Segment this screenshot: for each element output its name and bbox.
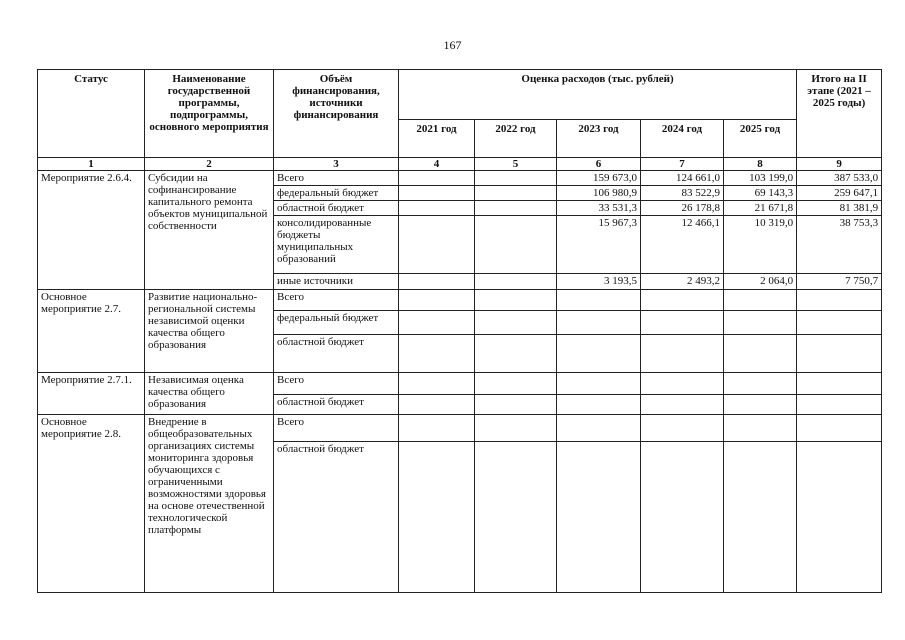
value-total <box>797 395 882 415</box>
value-2025 <box>724 373 797 395</box>
value-2025 <box>724 335 797 373</box>
value-total: 81 381,9 <box>797 201 882 216</box>
funding-source-cell: Всего <box>274 415 399 442</box>
column-number: 7 <box>641 158 724 171</box>
column-number: 3 <box>274 158 399 171</box>
value-2022 <box>475 395 557 415</box>
value-2022 <box>475 373 557 395</box>
value-2022 <box>475 290 557 311</box>
value-2022 <box>475 171 557 186</box>
value-2021 <box>399 186 475 201</box>
value-2022 <box>475 335 557 373</box>
value-2023: 106 980,9 <box>557 186 641 201</box>
value-2025: 103 199,0 <box>724 171 797 186</box>
value-2021 <box>399 373 475 395</box>
value-total <box>797 442 882 593</box>
header-year-2025: 2025 год <box>724 120 797 158</box>
program-name-cell: Внедрение в общеобразовательных организациях системы мониторинга здоровья обучающихся с ограниченными возможностями здоровья на основе отечественной технологической платформы <box>145 415 274 593</box>
value-total: 7 750,7 <box>797 274 882 290</box>
column-number: 6 <box>557 158 641 171</box>
value-2022 <box>475 311 557 335</box>
value-2025 <box>724 395 797 415</box>
value-2021 <box>399 171 475 186</box>
value-2025: 69 143,3 <box>724 186 797 201</box>
value-2021 <box>399 395 475 415</box>
value-2023: 15 967,3 <box>557 216 641 274</box>
value-2021 <box>399 311 475 335</box>
program-name-cell: Независимая оценка качества общего образования <box>145 373 274 415</box>
value-2025 <box>724 442 797 593</box>
funding-source-cell: областной бюджет <box>274 442 399 593</box>
funding-source-cell: областной бюджет <box>274 335 399 373</box>
funding-source-cell: консолидированные бюджеты муниципальных образований <box>274 216 399 274</box>
value-2024 <box>641 290 724 311</box>
header-total: Итого на II этапе (2021 – 2025 годы) <box>797 70 882 158</box>
value-2023 <box>557 290 641 311</box>
value-2025: 10 319,0 <box>724 216 797 274</box>
value-2025 <box>724 290 797 311</box>
value-2025 <box>724 311 797 335</box>
value-total: 259 647,1 <box>797 186 882 201</box>
value-total <box>797 335 882 373</box>
value-2021 <box>399 216 475 274</box>
funding-source-cell: Всего <box>274 290 399 311</box>
funding-source-cell: областной бюджет <box>274 395 399 415</box>
value-2024 <box>641 395 724 415</box>
value-2021 <box>399 274 475 290</box>
value-2025 <box>724 415 797 442</box>
value-2024 <box>641 415 724 442</box>
value-2022 <box>475 415 557 442</box>
header-status: Статус <box>38 70 145 158</box>
header-year-2023: 2023 год <box>557 120 641 158</box>
column-number: 8 <box>724 158 797 171</box>
table-row <box>38 171 882 186</box>
value-2021 <box>399 415 475 442</box>
value-2022 <box>475 186 557 201</box>
table-row <box>38 373 882 395</box>
value-2023 <box>557 442 641 593</box>
value-2021 <box>399 335 475 373</box>
budget-table <box>37 69 882 593</box>
value-2022 <box>475 442 557 593</box>
value-2023: 159 673,0 <box>557 171 641 186</box>
funding-source-cell: Всего <box>274 373 399 395</box>
program-name-cell: Субсидии на софинансирование капитального ремонта объектов муниципальной собственности <box>145 171 274 290</box>
value-2024: 26 178,8 <box>641 201 724 216</box>
column-number: 1 <box>38 158 145 171</box>
value-2023 <box>557 311 641 335</box>
value-2024: 12 466,1 <box>641 216 724 274</box>
value-2023 <box>557 373 641 395</box>
header-year-2022: 2022 год <box>475 120 557 158</box>
value-total <box>797 415 882 442</box>
value-2025: 2 064,0 <box>724 274 797 290</box>
value-2023 <box>557 395 641 415</box>
value-total: 38 753,3 <box>797 216 882 274</box>
funding-source-cell: Всего <box>274 171 399 186</box>
value-2024: 124 661,0 <box>641 171 724 186</box>
value-2024 <box>641 373 724 395</box>
value-2022 <box>475 216 557 274</box>
page-number: 167 <box>443 38 462 52</box>
funding-source-cell: областной бюджет <box>274 201 399 216</box>
value-total <box>797 373 882 395</box>
value-total <box>797 290 882 311</box>
value-2022 <box>475 274 557 290</box>
table-row <box>38 415 882 442</box>
funding-source-cell: федеральный бюджет <box>274 311 399 335</box>
column-number: 9 <box>797 158 882 171</box>
value-total: 387 533,0 <box>797 171 882 186</box>
status-cell: Мероприятие 2.6.4. <box>38 171 145 290</box>
column-number: 5 <box>475 158 557 171</box>
value-2022 <box>475 201 557 216</box>
value-2021 <box>399 442 475 593</box>
value-2024 <box>641 442 724 593</box>
status-cell: Мероприятие 2.7.1. <box>38 373 145 415</box>
funding-source-cell: федеральный бюджет <box>274 186 399 201</box>
funding-source-cell: иные источники <box>274 274 399 290</box>
header-year-2024: 2024 год <box>641 120 724 158</box>
value-2023 <box>557 415 641 442</box>
value-2025: 21 671,8 <box>724 201 797 216</box>
header-program-name: Наименование государственной программы, подпрограммы, основного мероприятия <box>145 70 274 158</box>
status-cell: Основное мероприятие 2.7. <box>38 290 145 373</box>
header-year-2021: 2021 год <box>399 120 475 158</box>
value-2024: 83 522,9 <box>641 186 724 201</box>
header-estimate: Оценка расходов (тыс. рублей) <box>399 70 797 120</box>
value-2021 <box>399 290 475 311</box>
value-2023: 3 193,5 <box>557 274 641 290</box>
value-2024 <box>641 335 724 373</box>
table-row <box>38 290 882 311</box>
column-number: 4 <box>399 158 475 171</box>
value-total <box>797 311 882 335</box>
value-2023 <box>557 335 641 373</box>
value-2021 <box>399 201 475 216</box>
column-number: 2 <box>145 158 274 171</box>
value-2024: 2 493,2 <box>641 274 724 290</box>
value-2024 <box>641 311 724 335</box>
status-cell: Основное мероприятие 2.8. <box>38 415 145 593</box>
value-2023: 33 531,3 <box>557 201 641 216</box>
program-name-cell: Развитие национально-региональной системы независимой оценки качества общего образования <box>145 290 274 373</box>
header-funding: Объём финансирования, источники финансирования <box>274 70 399 158</box>
